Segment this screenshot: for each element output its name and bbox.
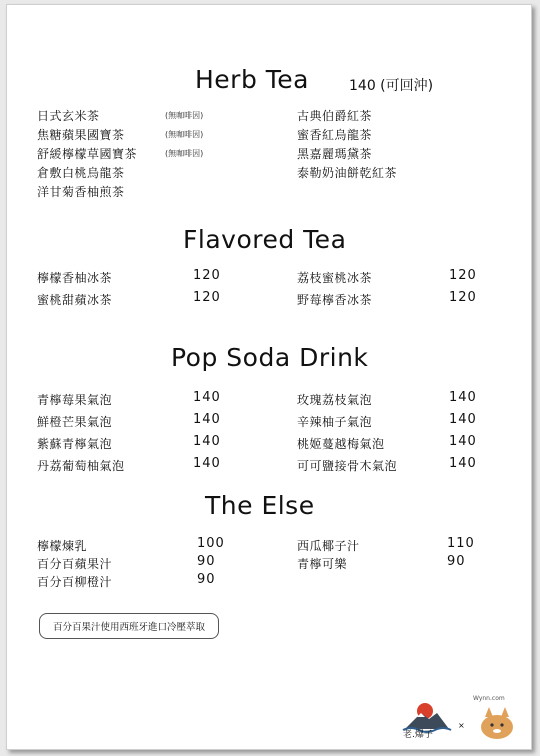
menu-item: 焦糖蘋果國寶茶 [37, 128, 125, 142]
item-price: 90 [447, 554, 466, 569]
menu-item: 古典伯爵紅茶 [297, 109, 373, 123]
section-title-pop-soda: Pop Soda Drink [171, 343, 369, 372]
herb-tea-price: 140 (可回沖) [349, 78, 434, 94]
collab-separator: × [458, 721, 465, 730]
item-price: 100 [197, 536, 225, 551]
section-title-flavored-tea: Flavored Tea [183, 225, 347, 254]
menu-item: 可可鹽接骨木氣泡 [297, 459, 398, 473]
menu-page [6, 4, 532, 750]
menu-item: 鮮橙芒果氣泡 [37, 415, 113, 429]
brand-logo [397, 699, 453, 743]
section-title-herb-tea: Herb Tea [195, 65, 309, 94]
menu-item: 玫瑰荔枝氣泡 [297, 393, 373, 407]
menu-item: 野莓檸香冰茶 [297, 293, 373, 307]
menu-item: 青檸可樂 [297, 557, 348, 571]
caffeine-note: (無咖啡因) [165, 111, 204, 120]
section-title-the-else: The Else [205, 491, 315, 520]
menu-item: 黑嘉麗瑪黛茶 [297, 147, 373, 161]
item-price: 90 [197, 572, 216, 587]
item-price: 120 [449, 290, 477, 305]
item-price: 140 [449, 434, 477, 449]
item-price: 140 [193, 412, 221, 427]
item-price: 120 [193, 268, 221, 283]
brand-logo-text: 老.爆子 [403, 730, 433, 740]
menu-item: 荔枝蜜桃冰茶 [297, 271, 373, 285]
menu-item: 洋甘菊香柚煎茶 [37, 185, 125, 199]
item-price: 140 [449, 390, 477, 405]
item-price: 90 [197, 554, 216, 569]
item-price: 140 [449, 412, 477, 427]
fox-mascot-icon [471, 695, 521, 745]
juice-footnote: 百分百果汁使用西班牙進口冷壓萃取 [39, 613, 219, 639]
item-price: 120 [193, 290, 221, 305]
menu-item: 日式玄米茶 [37, 109, 100, 123]
menu-item: 舒緩檸檬草國寶茶 [37, 147, 138, 161]
menu-item: 西瓜椰子汁 [297, 539, 360, 553]
partner-logo-text: Wynn.com [473, 695, 505, 702]
item-price: 140 [193, 390, 221, 405]
menu-item: 檸檬煉乳 [37, 539, 88, 553]
menu-item: 倉敷白桃烏龍茶 [37, 166, 125, 180]
menu-item: 紫蘇青檸氣泡 [37, 437, 113, 451]
item-price: 120 [449, 268, 477, 283]
item-price: 140 [193, 434, 221, 449]
menu-item: 桃姬蔓越梅氣泡 [297, 437, 385, 451]
menu-item: 百分百蘋果汁 [37, 557, 113, 571]
item-price: 140 [449, 456, 477, 471]
menu-item: 青檸莓果氣泡 [37, 393, 113, 407]
caffeine-note: (無咖啡因) [165, 149, 204, 158]
item-price: 110 [447, 536, 475, 551]
caffeine-note: (無咖啡因) [165, 130, 204, 139]
menu-item: 丹荔葡萄柚氣泡 [37, 459, 125, 473]
menu-item: 檸檬香柚冰茶 [37, 271, 113, 285]
menu-item: 蜜香紅烏龍茶 [297, 128, 373, 142]
menu-item: 泰勒奶油餅乾紅茶 [297, 166, 398, 180]
partner-logo [471, 695, 521, 745]
menu-item: 百分百柳橙汁 [37, 575, 113, 589]
item-price: 140 [193, 456, 221, 471]
menu-item: 蜜桃甜蘋冰茶 [37, 293, 113, 307]
menu-item: 辛辣柚子氣泡 [297, 415, 373, 429]
